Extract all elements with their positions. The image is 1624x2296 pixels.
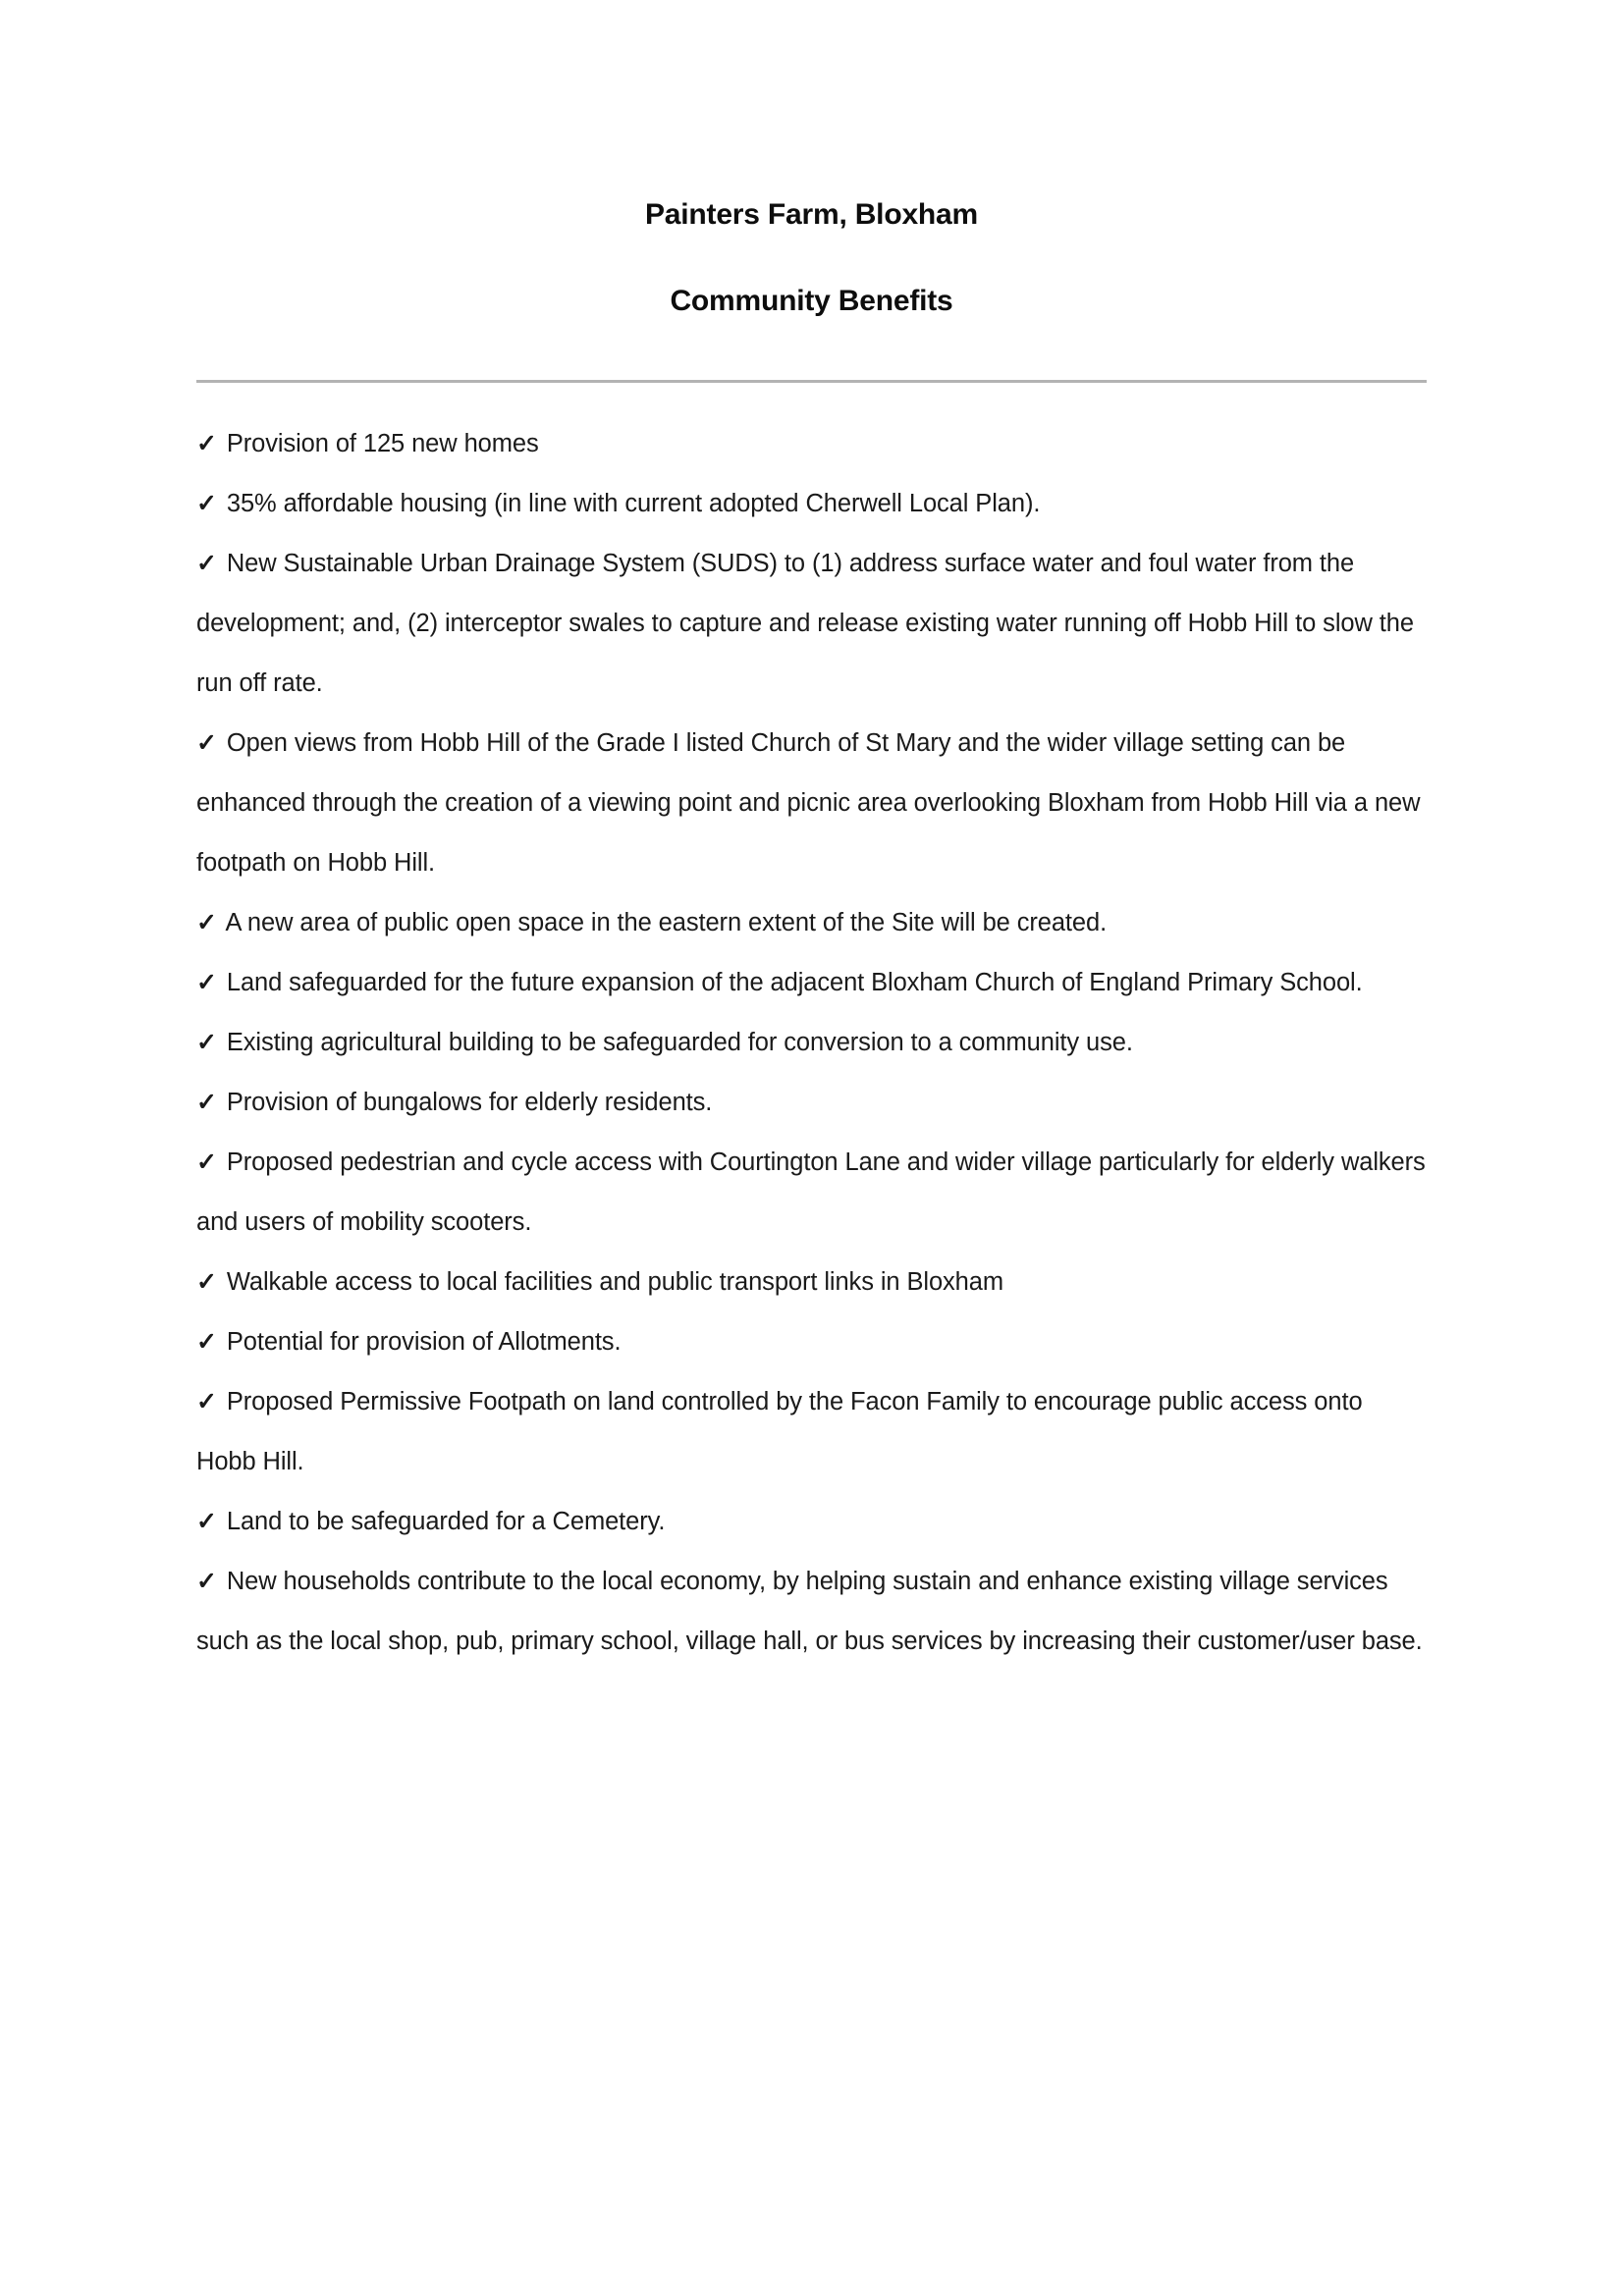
benefit-text: Walkable access to local facilities and public transport links in Bloxham xyxy=(226,1268,1003,1296)
check-icon: ✓ xyxy=(196,1089,217,1116)
benefit-item xyxy=(196,1552,1427,1672)
benefit-text: New Sustainable Urban Drainage System (SUDS) to (1) address surface water and foul water from the development; and, (2) interceptor swales to capture and release existing water running off Hobb Hill to slow the run off rate. xyxy=(196,550,1414,697)
benefit-text: Open views from Hobb Hill of the Grade I listed Church of St Mary and the wider village setting can be enhanced through the creation of a viewing point and picnic area overlooking Bloxham from Hobb Hill via a new footpath on Hobb Hill. xyxy=(196,729,1421,877)
benefit-text: Land to be safeguarded for a Cemetery. xyxy=(226,1508,666,1535)
check-icon: ✓ xyxy=(196,1568,217,1595)
check-icon: ✓ xyxy=(196,1328,217,1356)
document-body xyxy=(196,0,1427,1672)
benefit-item xyxy=(196,1492,1427,1552)
benefit-item xyxy=(196,1253,1427,1312)
benefit-item xyxy=(196,414,1427,474)
benefit-text: New households contribute to the local economy, by helping sustain and enhance existing village services such as the local shop, pub, primary school, village hall, or bus services by increasing their customer/user base. xyxy=(196,1568,1423,1655)
benefit-item xyxy=(196,893,1427,953)
benefit-item xyxy=(196,714,1427,893)
check-icon: ✓ xyxy=(196,490,217,517)
benefit-text: Proposed Permissive Footpath on land controlled by the Facon Family to encourage public access onto Hobb Hill. xyxy=(196,1388,1363,1475)
check-icon: ✓ xyxy=(196,430,217,457)
page-title: Painters Farm, Bloxham xyxy=(644,198,979,231)
check-icon: ✓ xyxy=(196,1029,217,1056)
benefit-text: 35% affordable housing (in line with current adopted Cherwell Local Plan). xyxy=(226,490,1041,517)
benefit-item xyxy=(196,534,1427,714)
benefit-text: A new area of public open space in the eastern extent of the Site will be created. xyxy=(225,909,1108,936)
header-divider xyxy=(196,380,1427,383)
benefit-item xyxy=(196,1013,1427,1073)
benefit-item xyxy=(196,1133,1427,1253)
check-icon: ✓ xyxy=(196,1388,217,1415)
benefit-item xyxy=(196,474,1427,534)
benefit-text: Land safeguarded for the future expansion of the adjacent Bloxham Church of England Primary School. xyxy=(226,969,1363,996)
page-subtitle: Community Benefits xyxy=(670,285,953,317)
benefit-text: Proposed pedestrian and cycle access with Courtington Lane and wider village particularly for elderly walkers and users of mobility scooters. xyxy=(196,1148,1426,1236)
check-icon: ✓ xyxy=(196,550,217,577)
benefit-text: Provision of bungalows for elderly residents. xyxy=(226,1089,713,1116)
benefit-item xyxy=(196,1312,1427,1372)
benefit-text: Potential for provision of Allotments. xyxy=(226,1328,622,1356)
check-icon: ✓ xyxy=(196,909,217,936)
benefit-item xyxy=(196,1372,1427,1492)
benefit-item xyxy=(196,1073,1427,1133)
check-icon: ✓ xyxy=(196,729,217,757)
check-icon: ✓ xyxy=(196,1508,217,1535)
check-icon: ✓ xyxy=(196,969,217,996)
check-icon: ✓ xyxy=(196,1148,217,1176)
benefit-text: Existing agricultural building to be safeguarded for conversion to a community use. xyxy=(226,1029,1133,1056)
benefit-item xyxy=(196,953,1427,1013)
check-icon: ✓ xyxy=(196,1268,217,1296)
community-benefits-list xyxy=(196,391,1427,1672)
benefit-text: Provision of 125 new homes xyxy=(226,430,539,457)
